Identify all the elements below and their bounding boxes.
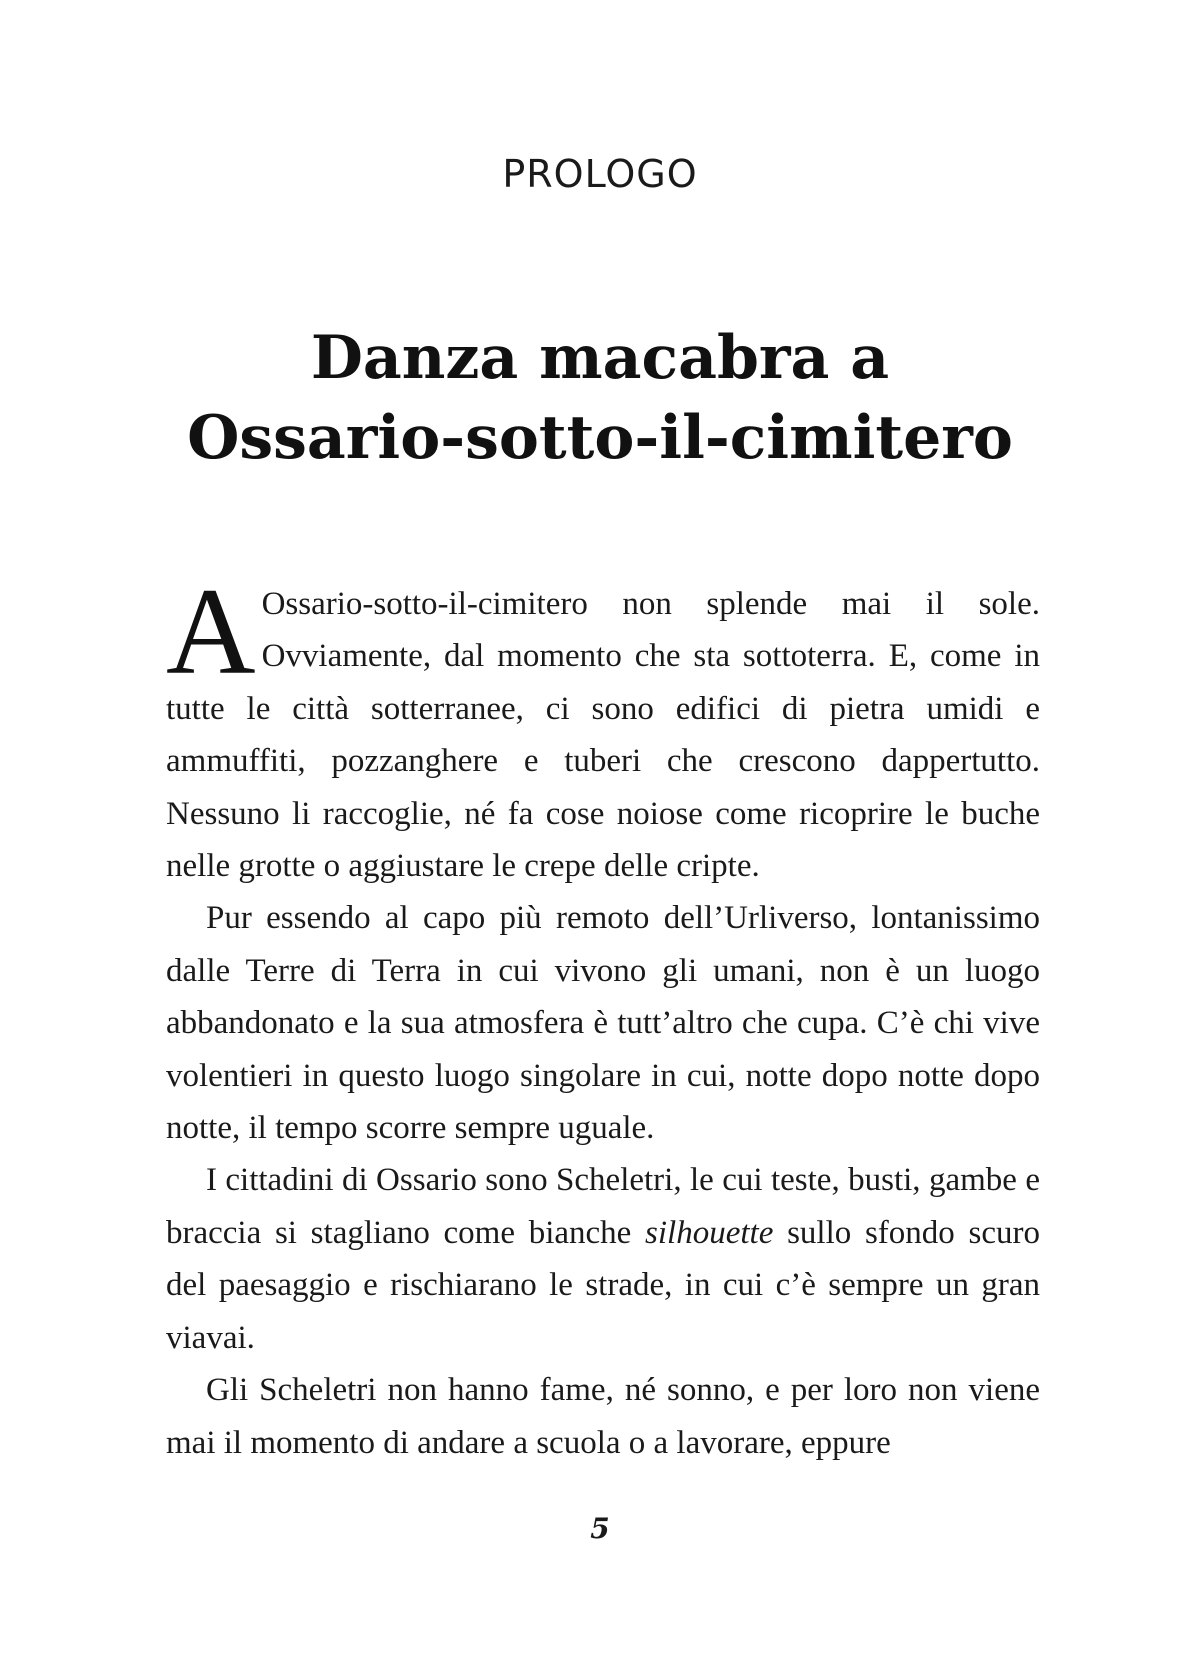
drop-cap: A xyxy=(166,563,256,700)
page-number: 5 xyxy=(590,1512,610,1545)
paragraph-3-text-after: sullo sfondo scuro del paesaggio e rischiarano le strade, in cui c’è sempre un gran viavai. xyxy=(166,1214,1040,1356)
chapter-title xyxy=(100,318,1100,478)
chapter-title-line-2: Ossario-sotto-il-cimitero xyxy=(187,403,1013,473)
paragraph-2: Pur essendo al capo più remoto dell’Urliverso, lontanissimo dalle Terre di Terra in cui vivono gli umani, non è un luogo abbandonato e la sua atmosfera è tutt’altro che cupa. C’è chi vive volentieri in questo luogo singolare in cui, notte dopo notte dopo notte, il tempo scorre sempre uguale. xyxy=(166,900,1040,1147)
paragraph-1 xyxy=(166,563,1040,892)
chapter-title-line-1: Danza macabra a xyxy=(310,323,890,393)
body-text xyxy=(166,563,1040,1469)
paragraph-4: Gli Scheletri non hanno fame, né sonno, e per loro non viene mai il momento di andare a scuola o a lavorare, eppure xyxy=(166,1372,1040,1461)
section-label: PROLOGO xyxy=(502,152,698,196)
paragraph-3 xyxy=(166,1154,1040,1364)
paragraph-3-italic-word: silhouette xyxy=(645,1214,774,1251)
paragraph-3-text-before: I cittadini di Ossario sono Scheletri, le cui teste, busti, gambe e braccia si stagliano come bianche xyxy=(166,1162,1040,1251)
paragraph-1-text: Ossario-sotto-il-cimitero non splende mai il sole. Ovviamente, dal momento che sta sottoterra. E, come in tutte le città sotterranee, ci sono edifici di pietra umidi e ammuffiti, pozzanghere e tuberi che crescono dappertutto. Nessuno li raccoglie, né fa cose noiose come ricoprire le buche nelle grotte o aggiustare le crepe delle cripte. xyxy=(166,586,1040,885)
